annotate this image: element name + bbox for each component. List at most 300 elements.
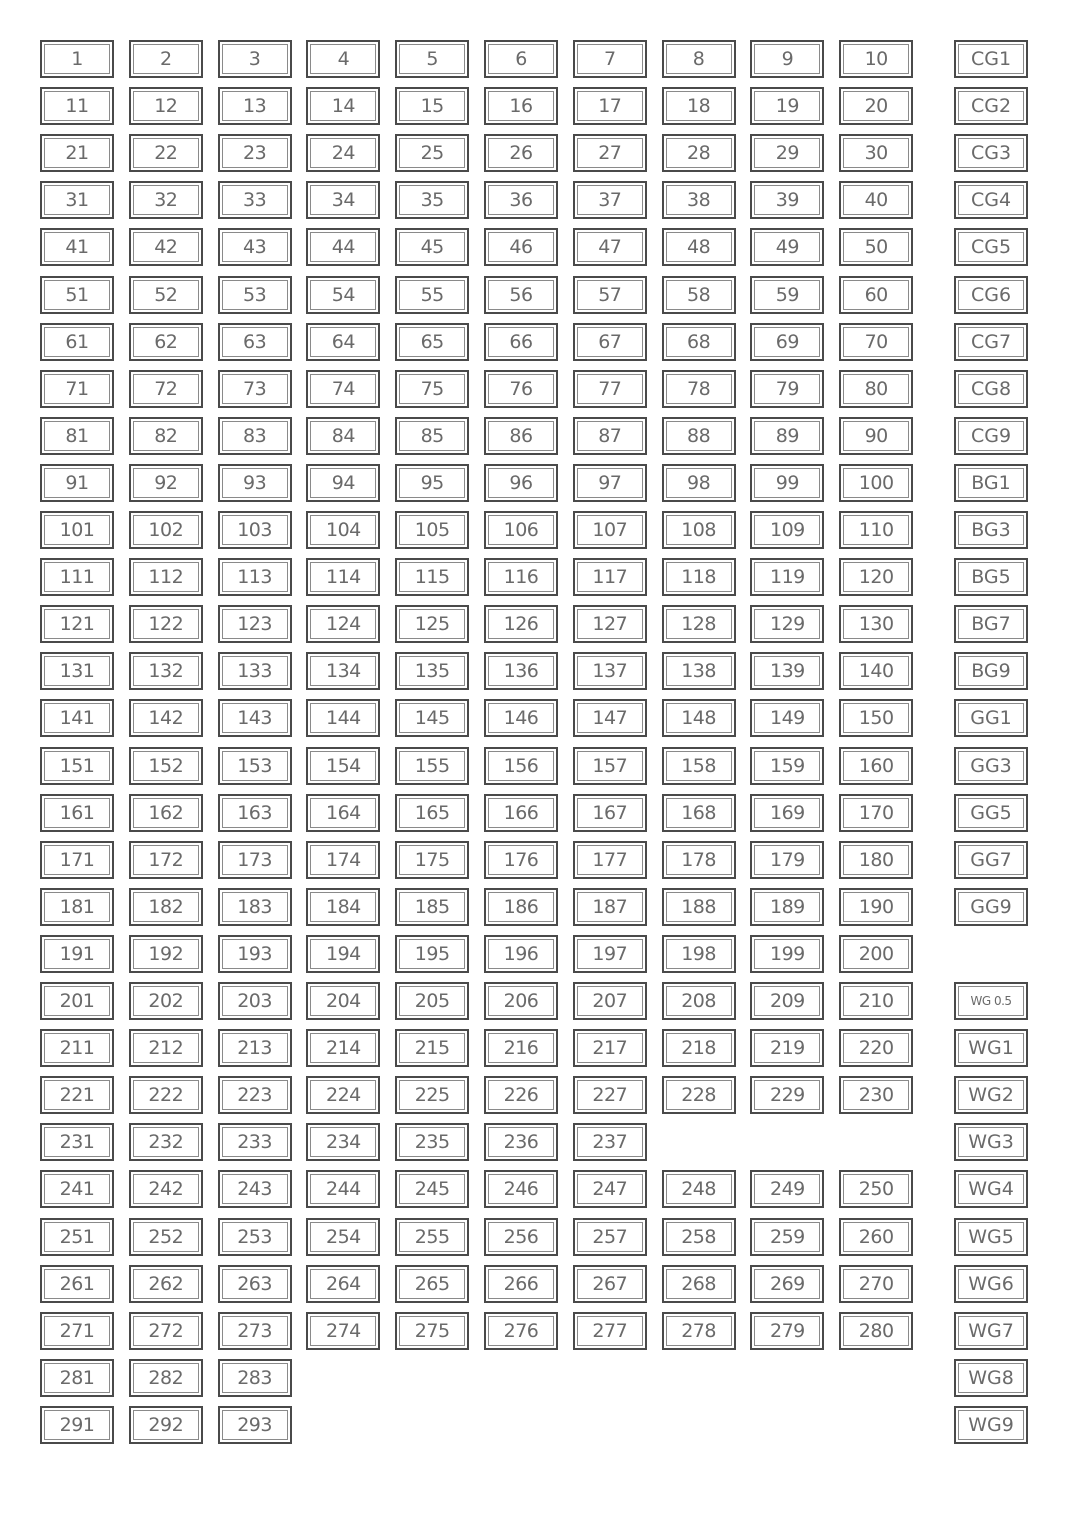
number-cell: 192 xyxy=(129,935,203,973)
code-cell: WG2 xyxy=(954,1076,1028,1114)
number-cell: 205 xyxy=(395,982,469,1020)
number-cell: 137 xyxy=(573,652,647,690)
number-cell: 81 xyxy=(40,417,114,455)
number-cell: 143 xyxy=(218,699,292,737)
number-cell: 247 xyxy=(573,1170,647,1208)
number-cell: 139 xyxy=(750,652,824,690)
number-cell: 167 xyxy=(573,794,647,832)
number-cell: 76 xyxy=(484,370,558,408)
number-cell: 129 xyxy=(750,605,824,643)
number-cell: 145 xyxy=(395,699,469,737)
number-cell: 199 xyxy=(750,935,824,973)
number-cell: 64 xyxy=(306,323,380,361)
number-cell: 135 xyxy=(395,652,469,690)
number-cell: 229 xyxy=(750,1076,824,1114)
number-cell: 257 xyxy=(573,1218,647,1256)
number-cell: 200 xyxy=(839,935,913,973)
number-cell: 219 xyxy=(750,1029,824,1067)
number-cell: 151 xyxy=(40,747,114,785)
number-cell: 274 xyxy=(306,1312,380,1350)
number-cell: 206 xyxy=(484,982,558,1020)
number-cell: 112 xyxy=(129,558,203,596)
number-cell: 245 xyxy=(395,1170,469,1208)
number-cell: 97 xyxy=(573,464,647,502)
code-cell: BG1 xyxy=(954,464,1028,502)
number-cell: 110 xyxy=(839,511,913,549)
number-cell: 3 xyxy=(218,40,292,78)
code-cell: GG7 xyxy=(954,841,1028,879)
number-cell: 220 xyxy=(839,1029,913,1067)
number-cell: 47 xyxy=(573,228,647,266)
number-cell: 93 xyxy=(218,464,292,502)
number-cell: 12 xyxy=(129,87,203,125)
number-cell: 262 xyxy=(129,1265,203,1303)
number-cell: 244 xyxy=(306,1170,380,1208)
number-cell: 98 xyxy=(662,464,736,502)
number-cell: 291 xyxy=(40,1406,114,1444)
number-cell: 103 xyxy=(218,511,292,549)
number-cell: 35 xyxy=(395,181,469,219)
number-cell: 84 xyxy=(306,417,380,455)
number-cell: 102 xyxy=(129,511,203,549)
number-cell: 168 xyxy=(662,794,736,832)
number-cell: 180 xyxy=(839,841,913,879)
number-cell: 203 xyxy=(218,982,292,1020)
number-cell: 24 xyxy=(306,134,380,172)
number-cell: 162 xyxy=(129,794,203,832)
number-cell: 224 xyxy=(306,1076,380,1114)
number-cell: 210 xyxy=(839,982,913,1020)
code-cell: WG4 xyxy=(954,1170,1028,1208)
number-cell: 123 xyxy=(218,605,292,643)
number-cell: 120 xyxy=(839,558,913,596)
code-cell: BG7 xyxy=(954,605,1028,643)
number-cell: 293 xyxy=(218,1406,292,1444)
number-cell: 250 xyxy=(839,1170,913,1208)
code-cell: GG9 xyxy=(954,888,1028,926)
number-cell: 243 xyxy=(218,1170,292,1208)
number-cell: 272 xyxy=(129,1312,203,1350)
number-cell: 184 xyxy=(306,888,380,926)
number-cell: 15 xyxy=(395,87,469,125)
number-cell: 6 xyxy=(484,40,558,78)
number-cell: 271 xyxy=(40,1312,114,1350)
number-cell: 117 xyxy=(573,558,647,596)
number-cell: 202 xyxy=(129,982,203,1020)
number-cell: 194 xyxy=(306,935,380,973)
number-cell: 107 xyxy=(573,511,647,549)
number-cell: 133 xyxy=(218,652,292,690)
number-cell: 142 xyxy=(129,699,203,737)
number-cell: 126 xyxy=(484,605,558,643)
number-cell: 254 xyxy=(306,1218,380,1256)
number-cell: 11 xyxy=(40,87,114,125)
number-cell: 292 xyxy=(129,1406,203,1444)
number-cell: 146 xyxy=(484,699,558,737)
number-cell: 86 xyxy=(484,417,558,455)
number-cell: 201 xyxy=(40,982,114,1020)
code-cell: GG1 xyxy=(954,699,1028,737)
code-cell: BG3 xyxy=(954,511,1028,549)
number-cell: 62 xyxy=(129,323,203,361)
number-cell: 217 xyxy=(573,1029,647,1067)
number-cell: 80 xyxy=(839,370,913,408)
number-cell: 105 xyxy=(395,511,469,549)
number-cell: 171 xyxy=(40,841,114,879)
number-cell: 14 xyxy=(306,87,380,125)
number-cell: 140 xyxy=(839,652,913,690)
number-cell: 232 xyxy=(129,1123,203,1161)
number-cell: 152 xyxy=(129,747,203,785)
number-cell: 130 xyxy=(839,605,913,643)
number-cell: 231 xyxy=(40,1123,114,1161)
number-cell: 193 xyxy=(218,935,292,973)
number-cell: 41 xyxy=(40,228,114,266)
number-cell: 69 xyxy=(750,323,824,361)
number-cell: 66 xyxy=(484,323,558,361)
number-cell: 94 xyxy=(306,464,380,502)
number-cell: 61 xyxy=(40,323,114,361)
number-cell: 280 xyxy=(839,1312,913,1350)
number-cell: 1 xyxy=(40,40,114,78)
number-cell: 29 xyxy=(750,134,824,172)
code-cell: CG3 xyxy=(954,134,1028,172)
number-cell: 160 xyxy=(839,747,913,785)
number-cell: 16 xyxy=(484,87,558,125)
number-cell: 111 xyxy=(40,558,114,596)
number-cell: 149 xyxy=(750,699,824,737)
number-cell: 179 xyxy=(750,841,824,879)
code-cell: WG 0.5 xyxy=(954,982,1028,1020)
number-cell: 67 xyxy=(573,323,647,361)
number-cell: 189 xyxy=(750,888,824,926)
number-cell: 268 xyxy=(662,1265,736,1303)
number-cell: 113 xyxy=(218,558,292,596)
number-cell: 128 xyxy=(662,605,736,643)
number-cell: 19 xyxy=(750,87,824,125)
code-cell: WG1 xyxy=(954,1029,1028,1067)
number-cell: 36 xyxy=(484,181,558,219)
number-cell: 264 xyxy=(306,1265,380,1303)
number-cell: 58 xyxy=(662,276,736,314)
number-cell: 48 xyxy=(662,228,736,266)
number-cell: 71 xyxy=(40,370,114,408)
number-cell: 7 xyxy=(573,40,647,78)
number-cell: 241 xyxy=(40,1170,114,1208)
number-cell: 234 xyxy=(306,1123,380,1161)
number-cell: 233 xyxy=(218,1123,292,1161)
number-cell: 256 xyxy=(484,1218,558,1256)
number-cell: 237 xyxy=(573,1123,647,1161)
number-cell: 26 xyxy=(484,134,558,172)
number-cell: 21 xyxy=(40,134,114,172)
number-cell: 22 xyxy=(129,134,203,172)
number-cell: 165 xyxy=(395,794,469,832)
number-cell: 197 xyxy=(573,935,647,973)
number-cell: 155 xyxy=(395,747,469,785)
number-cell: 121 xyxy=(40,605,114,643)
number-cell: 281 xyxy=(40,1359,114,1397)
number-cell: 27 xyxy=(573,134,647,172)
number-cell: 191 xyxy=(40,935,114,973)
number-cell: 148 xyxy=(662,699,736,737)
number-cell: 164 xyxy=(306,794,380,832)
number-cell: 99 xyxy=(750,464,824,502)
number-cell: 269 xyxy=(750,1265,824,1303)
number-cell: 182 xyxy=(129,888,203,926)
number-cell: 277 xyxy=(573,1312,647,1350)
number-cell: 4 xyxy=(306,40,380,78)
code-cell: CG9 xyxy=(954,417,1028,455)
number-cell: 186 xyxy=(484,888,558,926)
number-cell: 154 xyxy=(306,747,380,785)
number-cell: 124 xyxy=(306,605,380,643)
code-cell: CG8 xyxy=(954,370,1028,408)
number-cell: 172 xyxy=(129,841,203,879)
code-cell: BG9 xyxy=(954,652,1028,690)
number-cell: 227 xyxy=(573,1076,647,1114)
number-cell: 157 xyxy=(573,747,647,785)
number-cell: 5 xyxy=(395,40,469,78)
number-cell: 144 xyxy=(306,699,380,737)
number-cell: 185 xyxy=(395,888,469,926)
number-cell: 10 xyxy=(839,40,913,78)
number-cell: 265 xyxy=(395,1265,469,1303)
number-cell: 175 xyxy=(395,841,469,879)
number-cell: 95 xyxy=(395,464,469,502)
number-cell: 230 xyxy=(839,1076,913,1114)
number-cell: 279 xyxy=(750,1312,824,1350)
number-cell: 136 xyxy=(484,652,558,690)
number-cell: 258 xyxy=(662,1218,736,1256)
number-cell: 90 xyxy=(839,417,913,455)
code-cell: WG6 xyxy=(954,1265,1028,1303)
code-cell: WG8 xyxy=(954,1359,1028,1397)
number-cell: 211 xyxy=(40,1029,114,1067)
number-cell: 31 xyxy=(40,181,114,219)
number-cell: 208 xyxy=(662,982,736,1020)
number-cell: 273 xyxy=(218,1312,292,1350)
number-cell: 282 xyxy=(129,1359,203,1397)
number-cell: 91 xyxy=(40,464,114,502)
code-cell: BG5 xyxy=(954,558,1028,596)
number-cell: 127 xyxy=(573,605,647,643)
number-cell: 196 xyxy=(484,935,558,973)
number-cell: 283 xyxy=(218,1359,292,1397)
number-cell: 44 xyxy=(306,228,380,266)
number-cell: 222 xyxy=(129,1076,203,1114)
number-cell: 158 xyxy=(662,747,736,785)
number-cell: 169 xyxy=(750,794,824,832)
number-cell: 55 xyxy=(395,276,469,314)
number-cell: 166 xyxy=(484,794,558,832)
number-cell: 118 xyxy=(662,558,736,596)
number-cell: 119 xyxy=(750,558,824,596)
number-cell: 116 xyxy=(484,558,558,596)
number-cell: 163 xyxy=(218,794,292,832)
code-cell: WG5 xyxy=(954,1218,1028,1256)
number-cell: 209 xyxy=(750,982,824,1020)
number-cell: 78 xyxy=(662,370,736,408)
number-cell: 212 xyxy=(129,1029,203,1067)
number-cell: 23 xyxy=(218,134,292,172)
code-cell: GG5 xyxy=(954,794,1028,832)
number-cell: 134 xyxy=(306,652,380,690)
code-cell: CG1 xyxy=(954,40,1028,78)
number-cell: 30 xyxy=(839,134,913,172)
number-cell: 96 xyxy=(484,464,558,502)
number-cell: 74 xyxy=(306,370,380,408)
number-cell: 221 xyxy=(40,1076,114,1114)
number-cell: 50 xyxy=(839,228,913,266)
number-cell: 65 xyxy=(395,323,469,361)
number-cell: 153 xyxy=(218,747,292,785)
number-cell: 170 xyxy=(839,794,913,832)
number-cell: 159 xyxy=(750,747,824,785)
number-cell: 25 xyxy=(395,134,469,172)
number-cell: 106 xyxy=(484,511,558,549)
number-cell: 38 xyxy=(662,181,736,219)
number-cell: 104 xyxy=(306,511,380,549)
number-cell: 188 xyxy=(662,888,736,926)
number-cell: 242 xyxy=(129,1170,203,1208)
number-cell: 8 xyxy=(662,40,736,78)
number-cell: 213 xyxy=(218,1029,292,1067)
number-cell: 216 xyxy=(484,1029,558,1067)
number-cell: 176 xyxy=(484,841,558,879)
number-cell: 114 xyxy=(306,558,380,596)
number-cell: 266 xyxy=(484,1265,558,1303)
number-cell: 18 xyxy=(662,87,736,125)
code-cell: CG4 xyxy=(954,181,1028,219)
number-cell: 246 xyxy=(484,1170,558,1208)
number-cell: 51 xyxy=(40,276,114,314)
number-cell: 57 xyxy=(573,276,647,314)
number-cell: 150 xyxy=(839,699,913,737)
number-cell: 87 xyxy=(573,417,647,455)
number-cell: 92 xyxy=(129,464,203,502)
number-cell: 235 xyxy=(395,1123,469,1161)
number-cell: 89 xyxy=(750,417,824,455)
code-cell: WG3 xyxy=(954,1123,1028,1161)
number-cell: 59 xyxy=(750,276,824,314)
number-cell: 34 xyxy=(306,181,380,219)
number-cell: 198 xyxy=(662,935,736,973)
number-cell: 218 xyxy=(662,1029,736,1067)
code-cell: GG3 xyxy=(954,747,1028,785)
number-cell: 2 xyxy=(129,40,203,78)
number-cell: 215 xyxy=(395,1029,469,1067)
number-cell: 177 xyxy=(573,841,647,879)
number-cell: 53 xyxy=(218,276,292,314)
number-cell: 156 xyxy=(484,747,558,785)
number-cell: 138 xyxy=(662,652,736,690)
number-cell: 214 xyxy=(306,1029,380,1067)
number-cell: 278 xyxy=(662,1312,736,1350)
number-cell: 68 xyxy=(662,323,736,361)
number-cell: 275 xyxy=(395,1312,469,1350)
number-cell: 195 xyxy=(395,935,469,973)
number-cell: 100 xyxy=(839,464,913,502)
number-cell: 39 xyxy=(750,181,824,219)
number-cell: 13 xyxy=(218,87,292,125)
number-cell: 255 xyxy=(395,1218,469,1256)
number-cell: 32 xyxy=(129,181,203,219)
number-cell: 141 xyxy=(40,699,114,737)
number-cell: 253 xyxy=(218,1218,292,1256)
number-cell: 40 xyxy=(839,181,913,219)
code-cell: CG2 xyxy=(954,87,1028,125)
number-cell: 45 xyxy=(395,228,469,266)
number-cell: 108 xyxy=(662,511,736,549)
number-cell: 52 xyxy=(129,276,203,314)
number-cell: 88 xyxy=(662,417,736,455)
number-cell: 60 xyxy=(839,276,913,314)
number-cell: 28 xyxy=(662,134,736,172)
code-cell: CG7 xyxy=(954,323,1028,361)
number-cell: 190 xyxy=(839,888,913,926)
number-cell: 54 xyxy=(306,276,380,314)
number-cell: 183 xyxy=(218,888,292,926)
number-cell: 270 xyxy=(839,1265,913,1303)
number-cell: 43 xyxy=(218,228,292,266)
code-cell: CG5 xyxy=(954,228,1028,266)
number-cell: 261 xyxy=(40,1265,114,1303)
number-cell: 20 xyxy=(839,87,913,125)
number-cell: 223 xyxy=(218,1076,292,1114)
number-cell: 174 xyxy=(306,841,380,879)
number-cell: 248 xyxy=(662,1170,736,1208)
number-cell: 33 xyxy=(218,181,292,219)
number-cell: 37 xyxy=(573,181,647,219)
code-cell: WG9 xyxy=(954,1406,1028,1444)
number-cell: 259 xyxy=(750,1218,824,1256)
number-cell: 77 xyxy=(573,370,647,408)
number-cell: 56 xyxy=(484,276,558,314)
number-cell: 83 xyxy=(218,417,292,455)
number-cell: 173 xyxy=(218,841,292,879)
number-cell: 251 xyxy=(40,1218,114,1256)
number-cell: 70 xyxy=(839,323,913,361)
number-cell: 75 xyxy=(395,370,469,408)
number-cell: 79 xyxy=(750,370,824,408)
number-cell: 122 xyxy=(129,605,203,643)
number-cell: 63 xyxy=(218,323,292,361)
number-cell: 17 xyxy=(573,87,647,125)
number-cell: 109 xyxy=(750,511,824,549)
number-cell: 207 xyxy=(573,982,647,1020)
number-cell: 115 xyxy=(395,558,469,596)
number-cell: 267 xyxy=(573,1265,647,1303)
number-cell: 181 xyxy=(40,888,114,926)
number-cell: 276 xyxy=(484,1312,558,1350)
number-cell: 204 xyxy=(306,982,380,1020)
code-cell: CG6 xyxy=(954,276,1028,314)
number-cell: 72 xyxy=(129,370,203,408)
number-cell: 225 xyxy=(395,1076,469,1114)
number-cell: 82 xyxy=(129,417,203,455)
number-cell: 9 xyxy=(750,40,824,78)
number-cell: 42 xyxy=(129,228,203,266)
number-cell: 228 xyxy=(662,1076,736,1114)
number-cell: 125 xyxy=(395,605,469,643)
number-cell: 132 xyxy=(129,652,203,690)
number-cell: 249 xyxy=(750,1170,824,1208)
number-cell: 73 xyxy=(218,370,292,408)
number-cell: 85 xyxy=(395,417,469,455)
number-cell: 260 xyxy=(839,1218,913,1256)
number-cell: 187 xyxy=(573,888,647,926)
